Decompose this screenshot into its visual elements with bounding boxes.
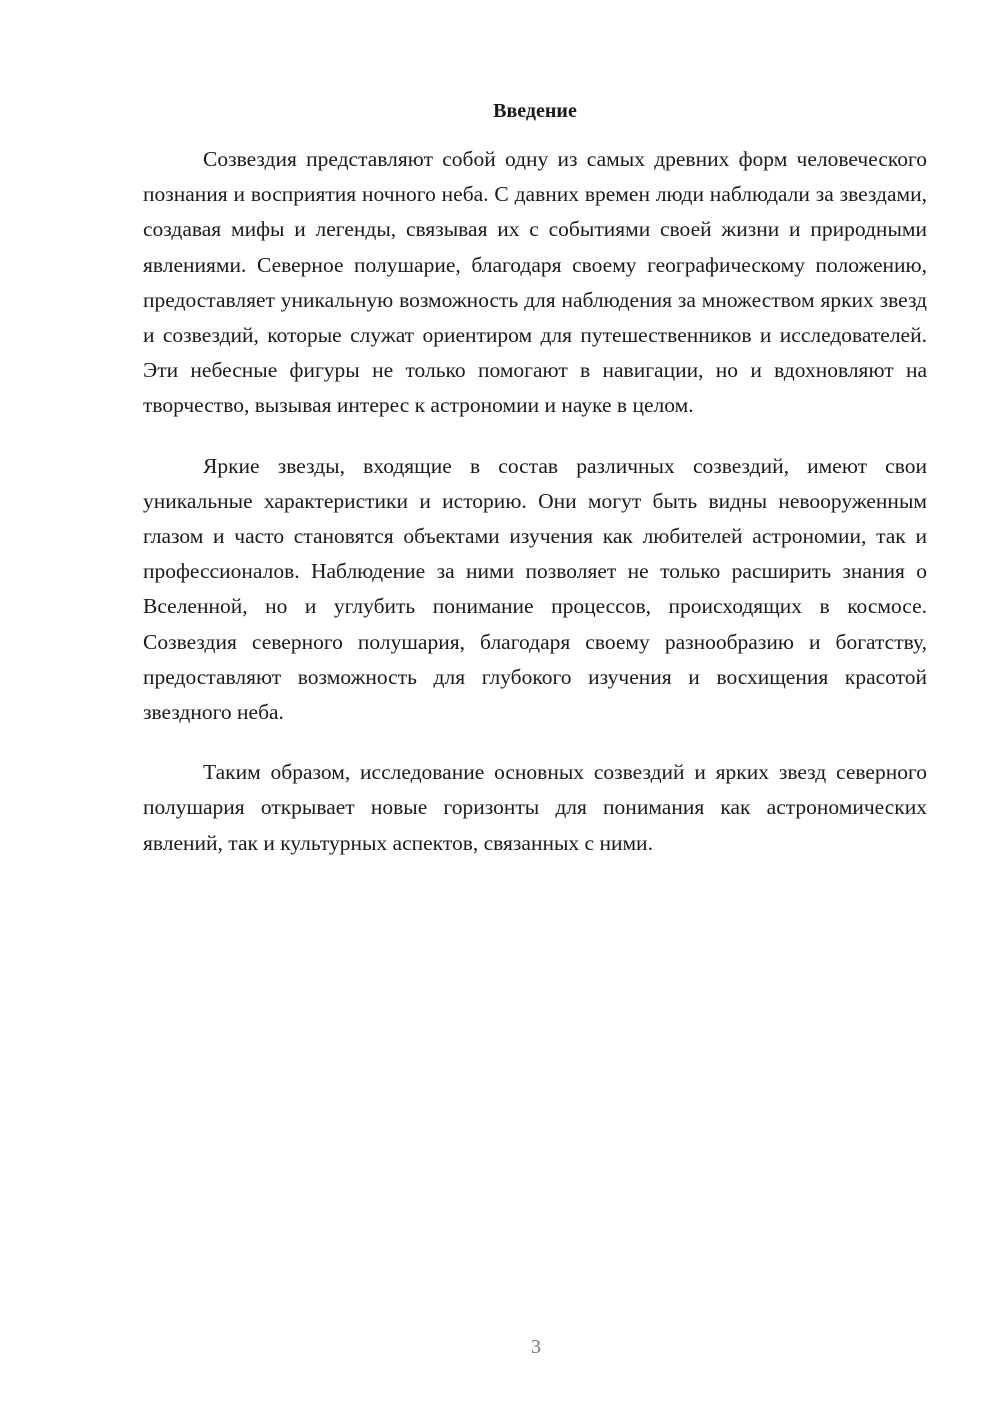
paragraph-1: Созвездия представляют собой одну из самых древних форм человеческого познания и восприятия ночного неба. С давних времен люди наблюдали за звездами, создавая мифы и легенды, связывая их с событиями своей жизни и природными явлениями. Северное полушарие, благодаря своему географическому положению, предоставляет уникальную возможность для наблюдения за множеством ярких звезд и созвездий, которые служат ориентиром для путешественников и исследователей. Эти небесные фигуры не только помогают в навигации, но и вдохновляют на творчество, вызывая интерес к астрономии и науке в целом.: [143, 147, 927, 418]
section-title: Введение: [493, 100, 577, 122]
body-text: [143, 142, 927, 886]
paragraph-3: Таким образом, исследование основных созвездий и ярких звезд северного полушария открывает новые горизонты для понимания как астрономических явлений, так и культурных аспектов, связанных с ними.: [143, 760, 927, 855]
page-number: 3: [531, 1336, 541, 1358]
paragraph-2: Яркие звезды, входящие в состав различных созвездий, имеют свои уникальные характеристики и историю. Они могут быть видны невооруженным глазом и часто становятся объектами изучения как любителей астрономии, так и профессионалов. Наблюдение за ними позволяет не только расширить знания о Вселенной, но и углубить понимание процессов, происходящих в космосе. Созвездия северного полушария, благодаря своему разнообразию и богатству, предоставляют возможность для глубокого изучения и восхищения красотой звездного неба.: [143, 453, 927, 725]
